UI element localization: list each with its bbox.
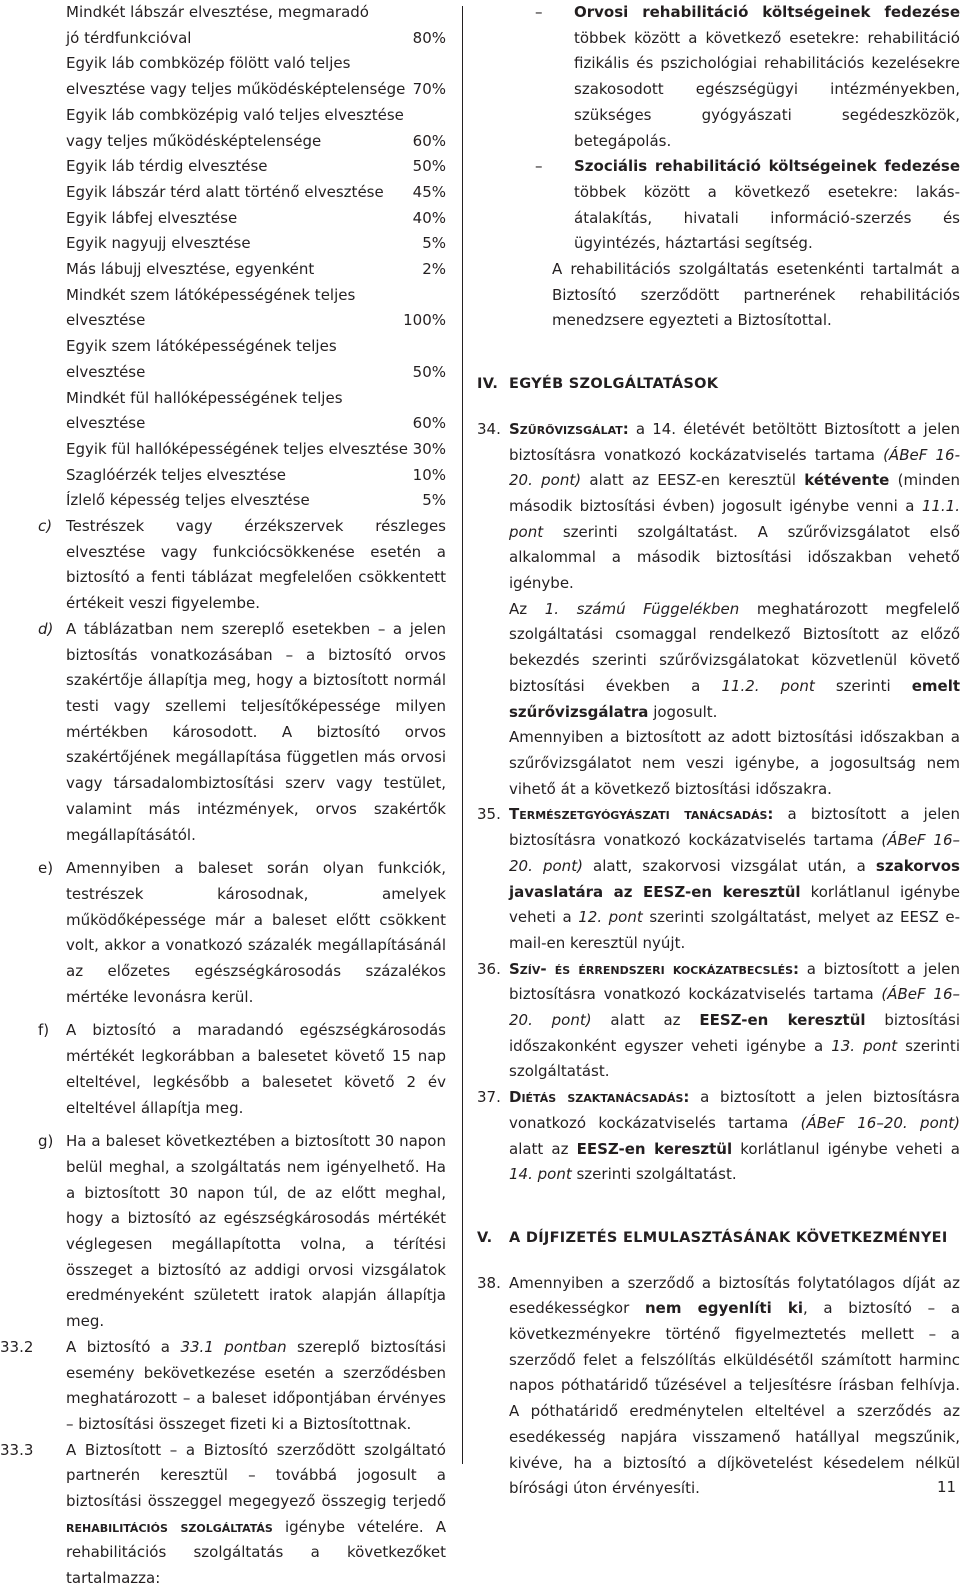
section-number: 37. — [477, 1088, 501, 1107]
reference: 1. számú Függelékben — [544, 599, 740, 618]
item-label: c) — [38, 517, 53, 536]
row-label: Egyik fül hallóképességének teljes elvesztése — [66, 439, 408, 458]
row-value: 5% — [422, 491, 446, 510]
row-label: vagy teljes működésképtelensége — [66, 131, 322, 150]
list-item — [0, 1018, 450, 1121]
row-value: 2% — [422, 260, 446, 279]
text: alatt az — [509, 1139, 577, 1158]
text: alatt, szakorvosi vizsgálat után, a — [582, 856, 876, 875]
section-38 — [477, 1271, 960, 1502]
row-label: Egyik lábfej elvesztése — [66, 208, 238, 227]
row-value: 60% — [412, 131, 446, 150]
reference: 33.1 pontban — [180, 1337, 287, 1356]
term: Szív- és érrendszeri kockázatbecslés: — [509, 959, 800, 978]
dash-item — [477, 154, 960, 257]
disability-rate-table — [0, 0, 450, 514]
section-number: 38. — [477, 1273, 501, 1292]
section-heading-iv — [477, 372, 960, 398]
paragraph: Amennyiben a biztosított az adott biztosítási időszakban a szűrővizsgálatot nem veszi igénybe, a jogosultság nem vihető át a következő biztosítási időszakra. — [509, 728, 960, 798]
item-label: f) — [38, 1021, 50, 1040]
row-label: Szaglóérzék teljes elvesztése — [66, 465, 287, 484]
text: A biztosító a — [66, 1337, 181, 1356]
section-number: 33.2 — [0, 1337, 34, 1356]
text: Amennyiben a szerződő a biztosítás folytatólagos díját az esedékességkor — [509, 1273, 960, 1318]
table-row — [0, 334, 450, 360]
row-label: Egyik nagyujj elvesztése — [66, 234, 251, 253]
text: biztosítási időszakonként egyszer veheti igénybe a — [509, 1011, 960, 1055]
section-number: 33.3 — [0, 1440, 34, 1459]
table-row — [0, 437, 450, 463]
table-row — [0, 308, 450, 334]
section-34 — [477, 417, 960, 803]
text: a biztosított a jelen biztosításra vonatkozó kockázatviselés tartama — [509, 1088, 960, 1132]
row-value: 5% — [422, 234, 446, 253]
row-value: 30% — [412, 439, 446, 458]
section-number: 34. — [477, 419, 501, 438]
table-row — [0, 463, 450, 489]
page-number: 11 — [937, 1478, 957, 1496]
row-value: 70% — [412, 80, 446, 99]
reference: 13. pont — [831, 1036, 898, 1055]
list-item — [0, 1129, 450, 1335]
left-column — [0, 0, 450, 1592]
row-label: Egyik szem látóképességének teljes — [66, 337, 337, 356]
item-text: A táblázatban nem szereplő esetekben – a jelen biztosítás vonatkozásában – a biztosító orvos szakértője állapítja meg, hogy a biztosított normál testi vagy szellemi teljesítőképessége milyen mértékben károsodott. A biztosító orvos szakértőjének megállapítása független más orvosi vagy társadalombiztosítási szerv vagy testület, valamint más intézmények, orvos szakértők megállapításától. — [66, 619, 446, 844]
dash-bullet: – — [535, 157, 543, 176]
reference: 12. pont — [578, 908, 643, 927]
text: szereplő biztosítási esemény bekövetkezése esetén a szerződésben meghatározott – a baleset időpontjában érvényes – biztosítási összeget fizeti ki a Biztosítottnak. — [66, 1337, 447, 1433]
text: meghatározott megfelelő szolgáltatási csomaggal rendelkező Biztosított az előző bekezdés szerinti szűrővizsgálatokat közvetlenül követő biztosítási években a — [509, 599, 960, 695]
row-label: Egyik láb combközépig való teljes elvesztése — [66, 105, 404, 124]
item-label: d) — [38, 619, 54, 638]
section-number: IV. — [477, 376, 499, 393]
term: Diétás szaktanácsadás: — [509, 1088, 690, 1107]
table-row — [0, 103, 450, 129]
row-label: elvesztése vagy teljes működésképtelensége — [66, 80, 406, 99]
row-value: 50% — [412, 157, 446, 176]
emphasis: Szociális rehabilitáció költségeinek fedezése — [574, 157, 960, 176]
row-label: Egyik láb combközép fölött való teljes — [66, 54, 351, 73]
section-33-2 — [0, 1335, 450, 1438]
text: korlátlanul igénybe veheti a — [509, 882, 960, 927]
text: jogosult. — [648, 702, 718, 721]
row-label: Egyik láb térdig elvesztése — [66, 157, 268, 176]
rehab-paragraph: A rehabilitációs szolgáltatás esetenkénti tartalmát a Biztosító szerződött partnerének rehabilitációs menedzsere egyezteti a Biztosítottal. — [552, 260, 960, 330]
row-label: Ízlelő képesség teljes elvesztése — [66, 491, 310, 510]
reference: 11.1. pont — [509, 496, 960, 541]
text: alatt az EESZ-en keresztül — [581, 471, 805, 490]
list-item — [0, 617, 450, 848]
text: a 14. életévét betöltött Biztosított a jelen biztosításra vonatkozó kockázatviselés tartama — [509, 419, 960, 464]
table-row — [0, 257, 450, 283]
row-value: 40% — [412, 208, 446, 227]
dash-text — [574, 154, 960, 257]
row-label: Mindkét lábszár elvesztése, megmaradó — [66, 3, 369, 21]
row-label: jó térdfunkcióval — [66, 28, 192, 47]
text: (minden második biztosítási évben) jogosult igénybe venni a — [509, 471, 960, 515]
item-text: Ha a baleset következtében a biztosított 30 napon belül meghal, a szolgáltatás nem igényelhető. Ha a biztosított 30 napon túl, de az előtt meghal, hogy a biztosító az egészségkárosodás mértékét véglegesen megállapította volna, a térítési összeget a biztosító az addigi orvosi vizsgálatok eredményeként született iratok alapján állapítja meg. — [66, 1132, 446, 1331]
text: Az — [509, 599, 545, 618]
text: szerinti szolgáltatást. — [509, 1036, 960, 1081]
item-text: Amennyiben a baleset során olyan funkciók, testrészek károsodnak, amelyek működőképessége már a baleset előtt csökkent volt, akkor a vonatkozó százalék megállapításánál az előzetes egészségkárosodás százalékos mértéke levonásra kerül. — [66, 859, 446, 1006]
row-label: Más lábujj elvesztése, egyenként — [66, 260, 315, 279]
section-number: 36. — [477, 959, 501, 978]
reference: (ÁBeF 16–20. pont) — [509, 985, 960, 1030]
text: , a biztosító – a következményekre történő figyelmeztetés mellett – a szerződő felet a felszólítás elküldésétől számított harminc napos póthatáridő tűzésével a teljesítésre írásban felhívja. A póthatáridő eredménytelen elteltével a szerződés az esedékesség napjára visszamenő hatállyal megszűnik, kivéve, ha a biztosító a díjkövetelést késedelem nélkül bírósági úton érvényesíti. — [509, 1299, 960, 1498]
emphasis: EESZ-en keresztül — [576, 1139, 733, 1158]
table-row — [0, 154, 450, 180]
dash-text — [574, 0, 960, 154]
text: igénybe vételére. A rehabilitációs szolgáltatás a következőket tartalmazza: — [66, 1517, 446, 1588]
item-label: g) — [38, 1132, 54, 1151]
section-number: V. — [477, 1229, 493, 1246]
text: szerinti szolgáltatást. — [571, 1165, 737, 1184]
dash-item — [477, 0, 960, 154]
row-value: 80% — [412, 28, 446, 47]
text: többek között a következő esetekre: rehabilitáció fizikális és pszichológiai rehabilitációs kezelésekre szakosodott egészségügyi intézményekben, szükséges gyógyászati segédeszközök, betegápolás. — [574, 28, 960, 150]
emphasis: kétévente — [804, 471, 890, 490]
right-column — [477, 0, 960, 1502]
table-row — [0, 360, 450, 386]
item-label: e) — [38, 859, 54, 878]
table-row — [0, 411, 450, 437]
section-number: 35. — [477, 805, 501, 824]
table-row — [0, 206, 450, 232]
row-label: Mindkét szem látóképességének teljes — [66, 285, 356, 304]
text: a biztosított a jelen biztosításra vonatkozó kockázatviselés tartama — [509, 959, 960, 1004]
row-value: 50% — [412, 362, 446, 381]
emphasis: nem egyenlíti ki — [644, 1299, 803, 1318]
list-item — [0, 856, 450, 1010]
section-37 — [477, 1085, 960, 1188]
table-row — [0, 283, 450, 309]
left-items — [0, 514, 450, 1335]
section-35 — [477, 802, 960, 956]
text: A Biztosított – a Biztosító szerződött szolgáltató partnerén keresztül – továbbá jogosult a biztosítási összeggel megegyező összegig terjedő — [66, 1440, 446, 1511]
table-row — [0, 51, 450, 77]
table-row — [0, 26, 450, 52]
row-value: 45% — [412, 182, 446, 201]
section-33-3 — [0, 1438, 450, 1592]
table-row — [0, 77, 450, 103]
row-value: 10% — [412, 465, 446, 484]
dash-bullet: – — [535, 3, 543, 21]
text: szerinti — [814, 676, 912, 695]
table-row — [0, 129, 450, 155]
reference: 11.2. pont — [721, 676, 815, 695]
row-value: 60% — [412, 414, 446, 433]
reference: (ÁBeF 16–20. pont) — [509, 831, 960, 875]
text: alatt az — [591, 1011, 700, 1030]
term: rehabilitációs szolgáltatás — [66, 1517, 273, 1536]
text: szerinti szolgáltatást, melyet az EESZ e-mail-en keresztül nyújt. — [509, 908, 960, 952]
section-title: EGYÉB SZOLGÁLTATÁSOK — [509, 376, 719, 393]
section-heading-v — [477, 1226, 960, 1252]
item-text: Testrészek vagy érzékszervek részleges elvesztése vagy funkciócsökkenése esetén a biztosító a fenti táblázat megfelelően csökkentett értékeit veszi figyelembe. — [66, 517, 446, 613]
table-row — [0, 386, 450, 412]
text: szerinti szolgáltatást. A szűrővizsgálatot első alkalommal a második biztosítási időszakban vehető igénybe. — [509, 522, 960, 593]
emphasis: EESZ-en keresztül — [699, 1011, 866, 1030]
row-label: elvesztése — [66, 414, 146, 433]
term: Természetgyógyászati tanácsadás: — [509, 805, 774, 824]
reference: 14. pont — [509, 1165, 572, 1184]
table-row — [0, 488, 450, 514]
table-row — [0, 0, 450, 26]
emphasis: Orvosi rehabilitáció költségeinek fedezése — [574, 3, 960, 21]
row-label: Egyik lábszár térd alatt történő elvesztése — [66, 182, 384, 201]
text: a biztosított a jelen biztosításra vonatkozó kockázatviselés tartama — [509, 805, 960, 850]
row-value: 100% — [403, 311, 446, 330]
reference: (ÁBeF 16–20. pont) — [800, 1113, 960, 1132]
term: Szűrővizsgálat: — [509, 419, 629, 438]
section-title: A DÍJFIZETÉS ELMULASZTÁSÁNAK KÖVETKEZMÉNYEI — [509, 1229, 948, 1246]
row-label: Mindkét fül hallóképességének teljes — [66, 388, 343, 407]
item-text: A biztosító a maradandó egészségkárosodás mértékét legkorábban a balesetet követő 15 nap elteltével, legkésőbb a balesetet követő 2 év elteltével állapítja meg. — [66, 1021, 446, 1117]
list-item — [0, 514, 450, 617]
emphasis: szakorvos javaslatára az EESZ-en keresztül — [509, 856, 960, 901]
section-36 — [477, 957, 960, 1086]
emphasis: emelt szűrővizsgálatra — [509, 676, 960, 721]
rehab-list — [477, 0, 960, 257]
row-label: elvesztése — [66, 362, 146, 381]
table-row — [0, 180, 450, 206]
table-row — [0, 231, 450, 257]
reference: (ÁBeF 16-20. pont) — [509, 445, 960, 490]
column-divider — [462, 6, 463, 1464]
text: korlátlanul igénybe veheti a — [732, 1139, 960, 1158]
text: többek között a következő esetekre: lakás-átalakítás, hivatali információ-szerzés és ügyintézés, háztartási segítség. — [574, 182, 960, 253]
row-label: elvesztése — [66, 311, 146, 330]
